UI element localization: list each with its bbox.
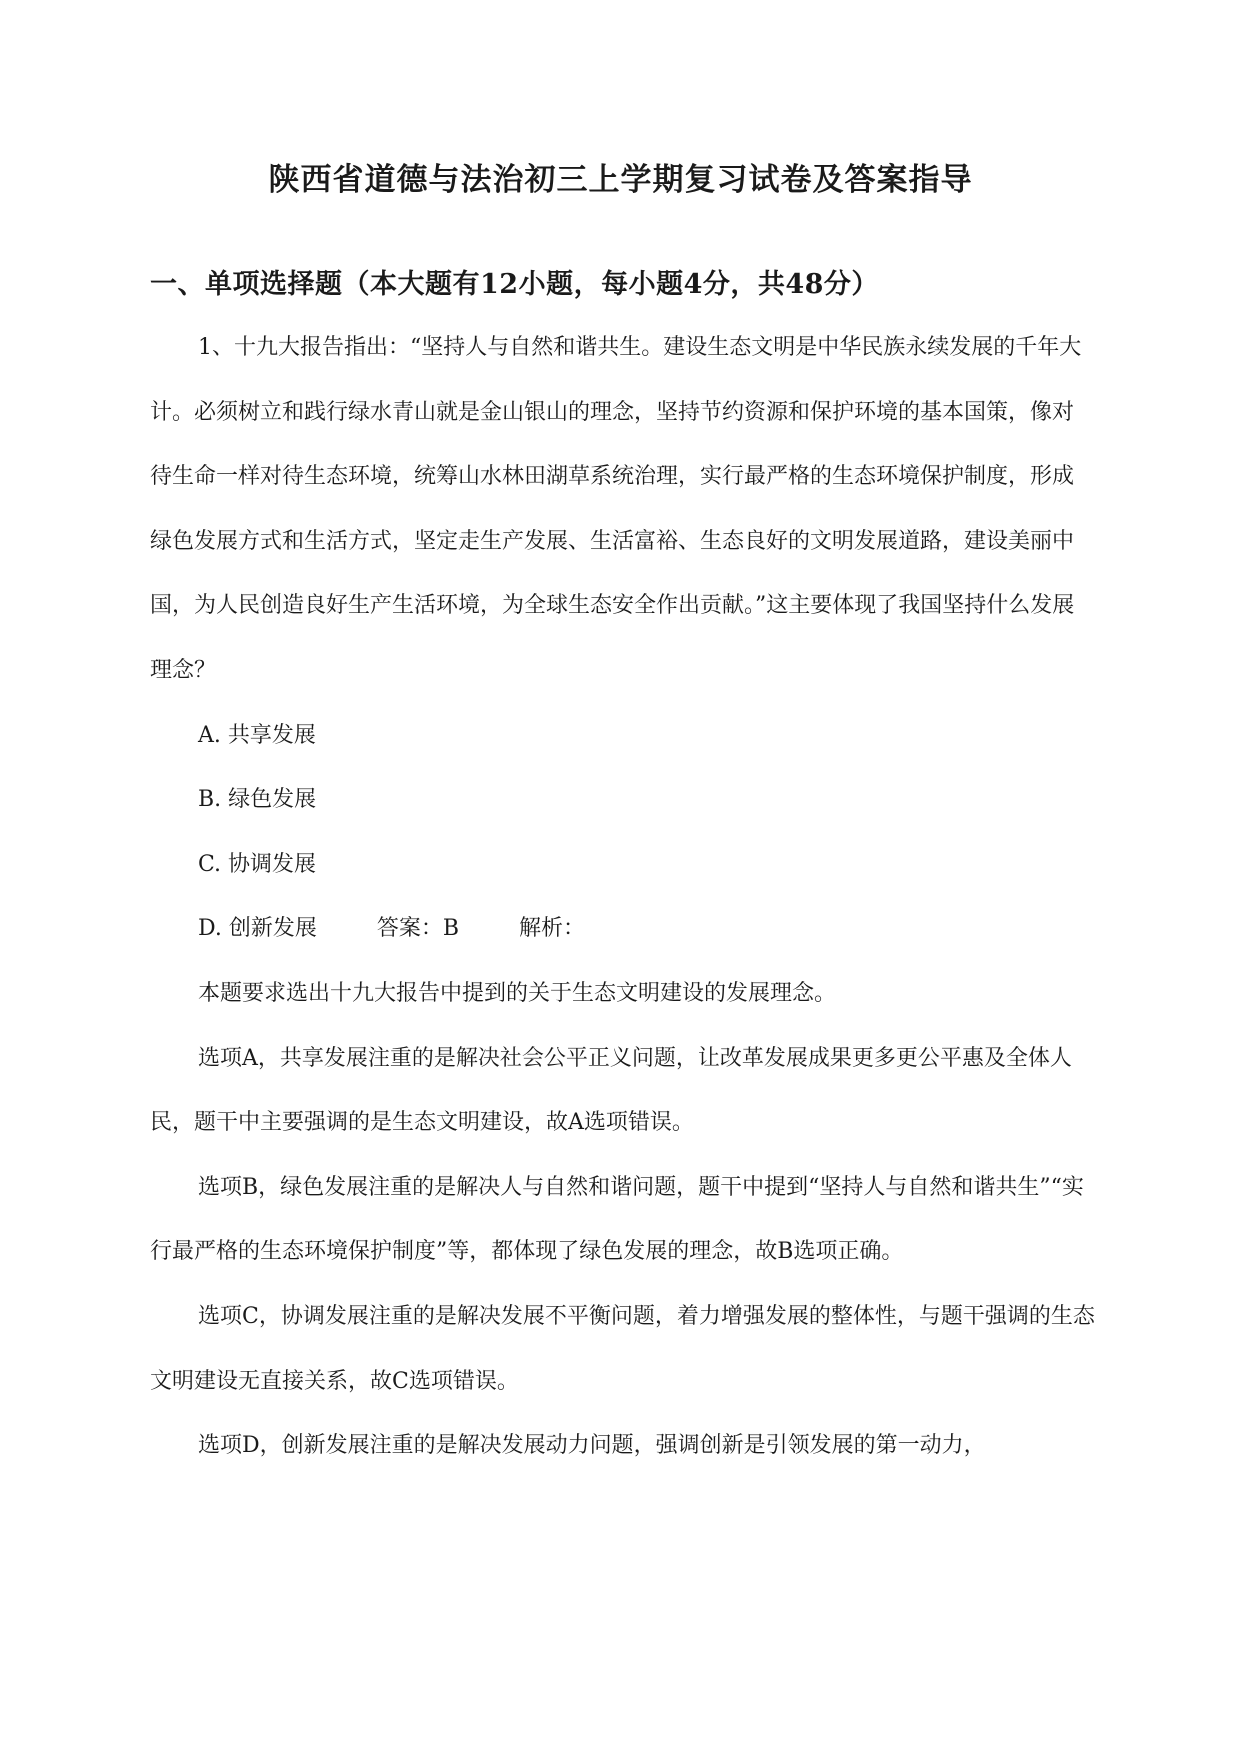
option-d-answer-line (150, 897, 1095, 962)
option-c: C. 协调发展 (198, 851, 317, 877)
option-d: D. 创新发展 (198, 916, 317, 942)
option-a: A. 共享发展 (198, 722, 316, 748)
analysis-intro: 本题要求选出十九大报告中提到的关于生态文明建设的发展理念。 (198, 980, 837, 1006)
question-block (150, 316, 1095, 1479)
analysis-label: 解析： (519, 916, 586, 942)
analysis-option-a: 选项A，共享发展注重的是解决社会公平正义问题，让改革发展成果更多更公平惠及全体人民，题干中主要强调的是生态文明建设，故A选项错误。 (150, 1045, 1072, 1136)
analysis-option-c: 选项C，协调发展注重的是解决发展不平衡问题，着力增强发展的整体性，与题干强调的生态文明建设无直接关系，故C选项错误。 (150, 1303, 1095, 1394)
document-title: 陕西省道德与法治初三上学期复习试卷及答案指导 (268, 162, 973, 198)
section-heading: 一、单项选择题（本大题有12小题，每小题4分，共48分） (150, 269, 879, 300)
analysis-option-b: 选项B，绿色发展注重的是解决人与自然和谐问题，题干中提到“坚持人与自然和谐共生”“实行最严格的生态环境保护制度”等，都体现了绿色发展的理念，故B选项正确。 (150, 1174, 1084, 1265)
option-b: B. 绿色发展 (198, 787, 317, 813)
question-stem: 1、十九大报告指出：“坚持人与自然和谐共生。建设生态文明是中华民族永续发展的千年大计。必须树立和践行绿水青山就是金山银山的理念，坚持节约资源和保护环境的基本国策，像对待生命一样对待生态环境，统筹山水林田湖草系统治理，实行最严格的生态环境保护制度，形成绿色发展方式和生活方式，坚定走生产发展、生活富裕、生态良好的文明发展道路，建设美丽中国，为人民创造良好生产生活环境，为全球生态安全作出贡献。”这主要体现了我国坚持什么发展理念？ (150, 335, 1082, 683)
analysis-option-d: 选项D，创新发展注重的是解决发展动力问题，强调创新是引领发展的第一动力， (198, 1433, 986, 1459)
answer-text: 答案：B (376, 916, 460, 942)
